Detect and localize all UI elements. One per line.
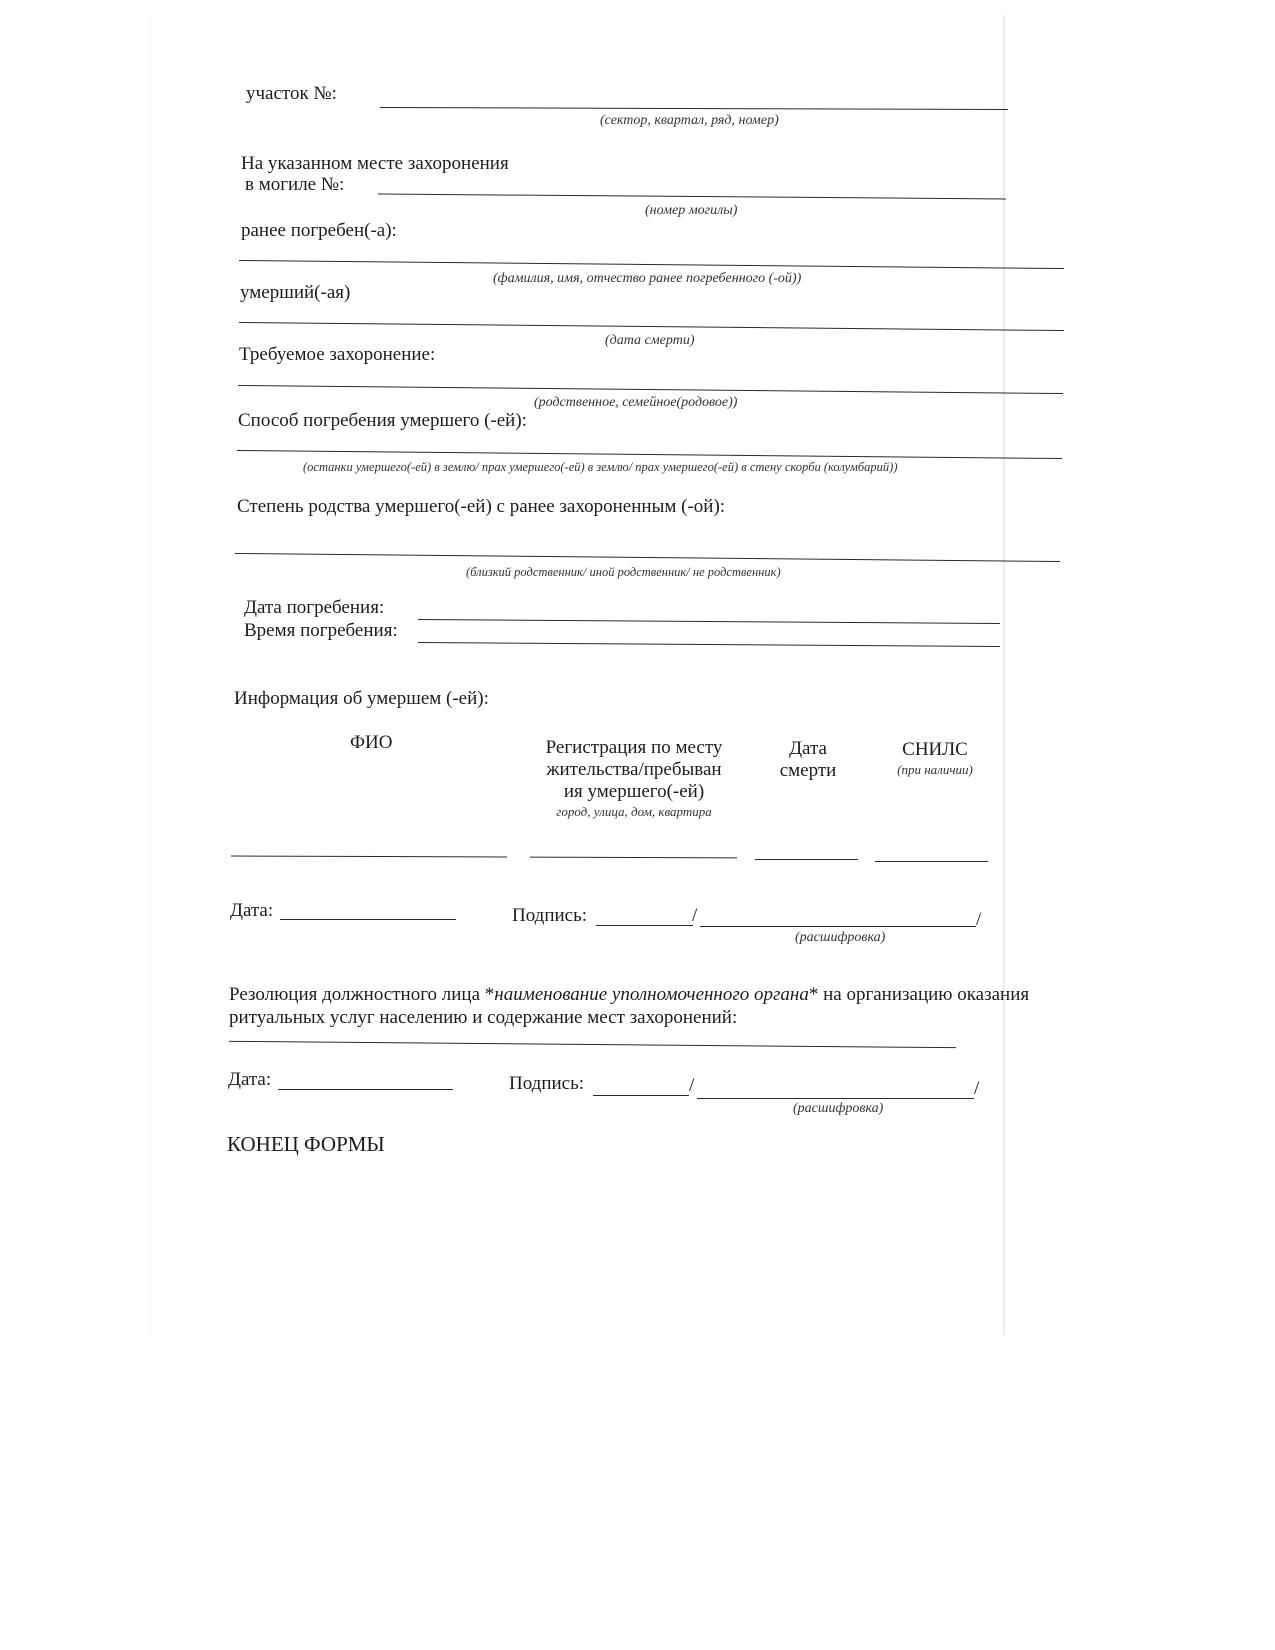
- official-decode-hint: (расшифровка): [793, 1101, 884, 1116]
- kinship-field[interactable]: [235, 553, 1060, 562]
- date-label: Дата:: [230, 900, 274, 921]
- signature-field[interactable]: [596, 925, 693, 926]
- signature-slash-right: /: [976, 909, 982, 930]
- kinship-label: Степень родства умершего(-ей) с ранее захороненным (-ой):: [237, 496, 726, 517]
- fio-field[interactable]: [231, 856, 507, 858]
- col-registration-line3: ия умершего(-ей): [563, 781, 705, 802]
- official-decode-field[interactable]: [697, 1098, 974, 1099]
- official-signature-field[interactable]: [593, 1095, 689, 1096]
- resolution-line1: [229, 984, 1029, 1006]
- end-of-form: КОНЕЦ ФОРМЫ: [227, 1132, 385, 1156]
- col-snils-label: СНИЛС: [902, 739, 968, 760]
- method-hint: (останки умершего(-ей) в землю/ прах умершего(-ей) в землю/ прах умершего(-ей) в стену скорби (колумбарий)): [303, 460, 898, 474]
- deceased-info-label: Информация об умершем (-ей):: [234, 688, 489, 709]
- burial-date-field[interactable]: [418, 619, 1000, 624]
- prev-buried-hint: (фамилия, имя, отчество ранее погребенного (-ой)): [493, 271, 802, 286]
- resolution-text-1: Резолюция должностного лица *: [229, 984, 495, 1005]
- plot-field[interactable]: [380, 107, 1008, 110]
- kinship-hint: (близкий родственник/ иной родственник/ не родственник): [466, 565, 781, 579]
- col-snils-hint: (при наличии): [897, 762, 973, 777]
- col-death-date: [768, 738, 848, 782]
- info-death-date-field[interactable]: [755, 859, 858, 860]
- signature-label: Подпись:: [512, 905, 588, 926]
- death-date-field[interactable]: [239, 322, 1064, 331]
- resolution-authority: наименование уполномоченного органа: [494, 984, 809, 1005]
- official-date-label: Дата:: [228, 1069, 272, 1090]
- grave-number-field[interactable]: [378, 194, 1006, 200]
- method-field[interactable]: [237, 450, 1062, 459]
- plot-label: участок №:: [246, 83, 337, 104]
- official-signature-slash-left: /: [689, 1075, 695, 1096]
- burial-time-label: Время погребения:: [244, 620, 398, 641]
- resolution-field[interactable]: [229, 1041, 956, 1048]
- grave-hint: (номер могилы): [645, 203, 738, 218]
- signature-decode-field[interactable]: [700, 926, 976, 927]
- col-death-date-line1: Дата: [789, 738, 827, 759]
- required-burial-label: Требуемое захоронение:: [239, 344, 436, 365]
- place-label-line1: На указанном месте захоронения: [241, 153, 509, 174]
- signature-slash-left: /: [692, 905, 698, 926]
- deceased-label: умерший(-ая): [240, 282, 351, 303]
- prev-buried-field[interactable]: [239, 260, 1064, 269]
- place-label-line2: в могиле №:: [245, 174, 345, 195]
- page-edge-shadow-left: [150, 15, 151, 1335]
- registration-field[interactable]: [530, 857, 737, 859]
- required-burial-hint: (родственное, семейное(родовое)): [534, 395, 738, 410]
- col-registration-hint: город, улица, дом, квартира: [556, 804, 712, 819]
- snils-field[interactable]: [875, 861, 988, 862]
- decode-hint: (расшифровка): [795, 930, 886, 945]
- burial-time-field[interactable]: [418, 642, 1000, 647]
- official-signature-slash-right: /: [974, 1078, 980, 1099]
- col-registration-line1: Регистрация по месту: [545, 737, 723, 758]
- col-snils: [880, 739, 990, 778]
- required-burial-field[interactable]: [238, 385, 1063, 394]
- resolution-text-2: * на организацию оказания: [808, 984, 1030, 1005]
- col-death-date-line2: смерти: [779, 760, 837, 781]
- page-edge-shadow: [1003, 15, 1005, 1335]
- death-date-hint: (дата смерти): [605, 333, 695, 348]
- date-field[interactable]: [280, 919, 456, 920]
- plot-hint: (сектор, квартал, ряд, номер): [600, 113, 779, 128]
- col-registration-line2: жительства/пребыван: [546, 759, 722, 780]
- official-signature-label: Подпись:: [509, 1073, 585, 1094]
- official-date-field[interactable]: [278, 1089, 453, 1090]
- prev-buried-label: ранее погребен(-а):: [241, 220, 397, 241]
- method-label: Способ погребения умершего (-ей):: [238, 410, 527, 431]
- col-fio: ФИО: [350, 732, 393, 753]
- col-registration: [536, 737, 732, 820]
- burial-date-label: Дата погребения:: [244, 597, 385, 618]
- resolution-line2: ритуальных услуг населению и содержание мест захоронений:: [229, 1007, 738, 1028]
